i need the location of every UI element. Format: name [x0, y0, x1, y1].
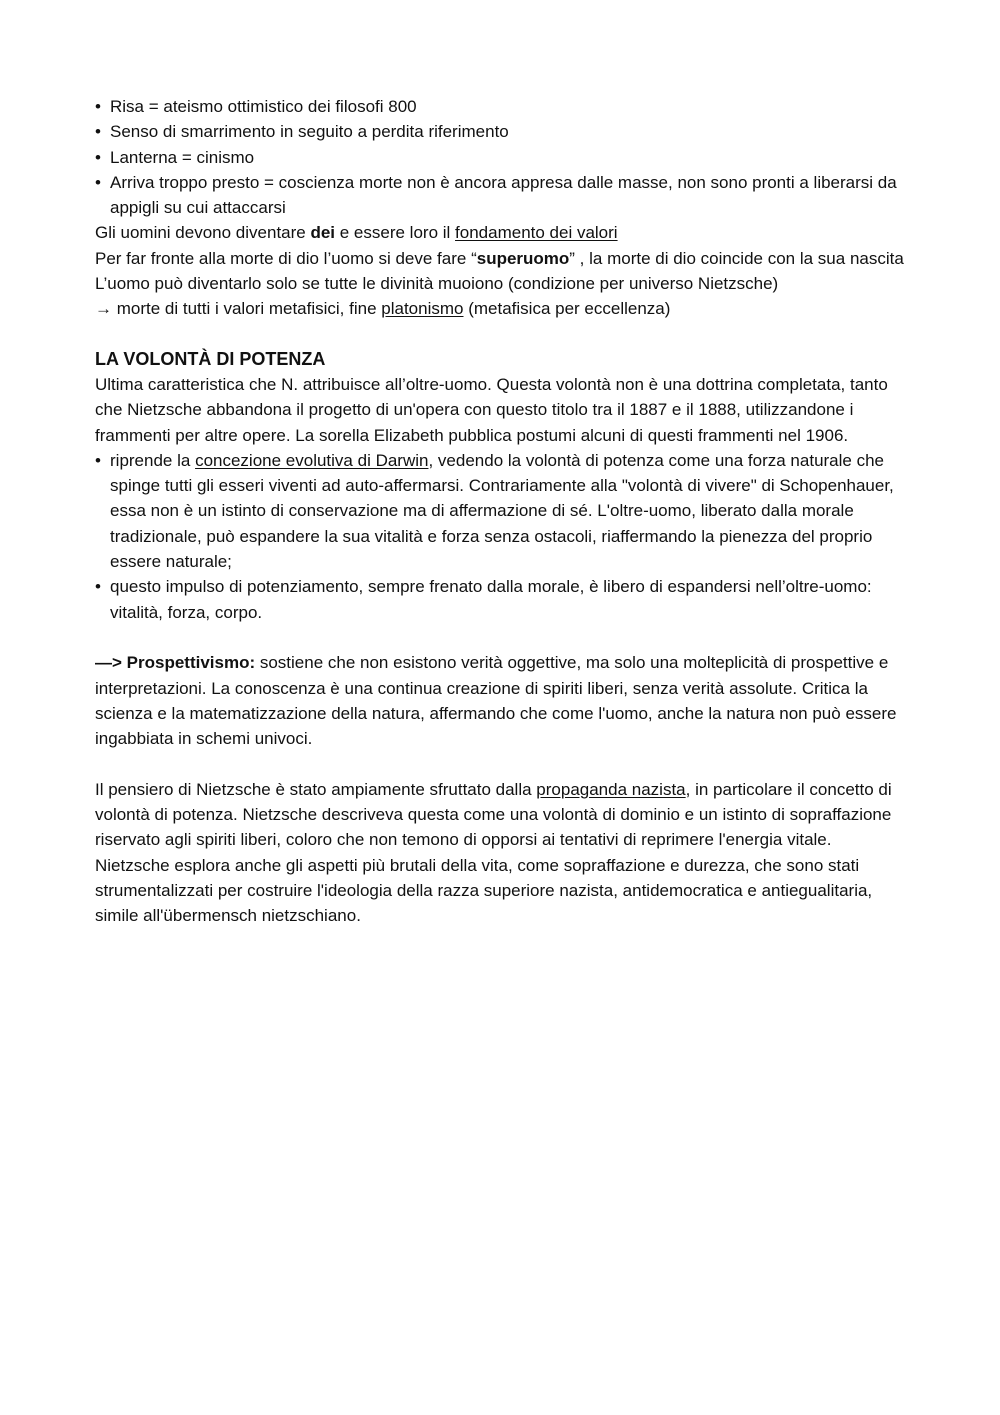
paragraph-platonismo: → morte di tutti i valori metafisici, fine platonismo (metafisica per eccellenza) — [95, 299, 671, 319]
death-of-god-list — [95, 94, 910, 220]
paragraph-divinita: L’uomo può diventarlo solo se tutte le divinità muoiono (condizione per universo Nietzsche) — [95, 274, 779, 294]
spacer — [95, 625, 910, 650]
list-item: • Risa = ateismo ottimistico dei filosofi 800 — [95, 94, 910, 119]
list-item: • riprende la concezione evolutiva di Darwin, vedendo la volontà di potenza come una forza naturale che spinge tutti gli esseri viventi ad auto-affermarsi. Contrariamente alla "volontà di vivere" di Schopenhauer, essa non è un istinto di conservazione ma di affermazione di sé. L'oltre-uomo, liberato dalla morale tradizionale, può espandere la sua vitalità e forza senza ostacoli, riaffermando la pienezza del proprio essere naturale; — [95, 448, 910, 574]
bullet-icon: • — [95, 172, 101, 192]
paragraph-nazismo: Il pensiero di Nietzsche è stato ampiamente sfruttato dalla propaganda nazista, in particolare il concetto di volontà di potenza. Nietzsche descriveva questa come una volontà di dominio e un istinto di sopraffazione riservato agli spiriti liberi, coloro che non temono di opporsi ai tentativi di reprimere l'energia vitale. — [95, 779, 892, 850]
paragraph-dei: Gli uomini devono diventare dei e essere loro il fondamento dei valori — [95, 223, 618, 243]
paragraph-superuomo: Per far fronte alla morte di dio l’uomo si deve fare “superuomo” , la morte di dio coincide con la sua nascita — [95, 248, 904, 268]
list-item: • Lanterna = cinismo — [95, 145, 910, 170]
list-item: • Senso di smarrimento in seguito a perdita riferimento — [95, 119, 910, 144]
list-item: • questo impulso di potenziamento, sempre frenato dalla morale, è libero di espandersi nell’oltre-uomo: vitalità, forza, corpo. — [95, 574, 910, 625]
section-heading: LA VOLONTÀ DI POTENZA — [95, 348, 326, 369]
list-item: • Arriva troppo presto = coscienza morte non è ancora appresa dalle masse, non sono pronti a liberarsi da appigli su cui attaccarsi — [95, 170, 910, 221]
paragraph-prospettivismo: —> Prospettivismo: sostiene che non esistono verità oggettive, ma solo una molteplicità di prospettive e interpretazioni. La conoscenza è una continua creazione di spiriti liberi, senza verità assolute. Critica la scienza e la matematizzazione della natura, affermando che come l'uomo, anche la natura non può essere ingabbiata in schemi univoci. — [95, 653, 897, 749]
bullet-icon: • — [95, 450, 101, 470]
bullet-icon: • — [95, 577, 101, 597]
volonta-list — [95, 448, 910, 625]
paragraph-intro: Ultima caratteristica che N. attribuisce all’oltre-uomo. Questa volontà non è una dottrina completata, tanto che Nietzsche abbandona il progetto di un'opera con questo titolo tra il 1887 e il 1888, utilizzandone i frammenti per altre opere. La sorella Elizabeth pubblica postumi alcuni di questi frammenti nel 1906. — [95, 374, 888, 445]
bullet-icon: • — [95, 97, 101, 116]
paragraph-closing: Nietzsche esplora anche gli aspetti più brutali della vita, come sopraffazione e durezza, che sono stati strumentalizzati per costruire l'ideologia della razza superiore nazista, antidemocratica e antiegualitaria, simile all'übermensch nietzschiano. — [95, 855, 873, 926]
bullet-icon: • — [95, 147, 101, 167]
spacer — [95, 751, 910, 776]
bullet-icon: • — [95, 122, 101, 142]
